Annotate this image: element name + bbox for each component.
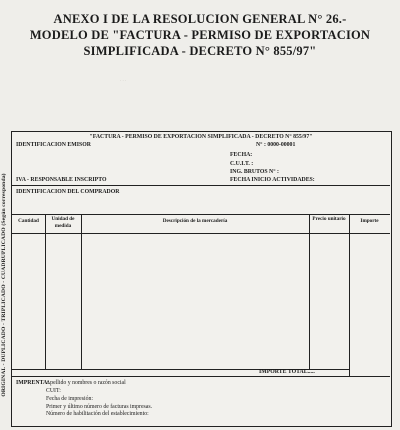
imprenta-habilitacion: Número de habilitación del establecimiento:	[46, 411, 149, 417]
divider	[12, 233, 390, 234]
col-header-precio: Precio unitario	[312, 216, 346, 222]
divider	[12, 214, 390, 215]
col-header-descripcion: Descripción de la mercadería	[162, 218, 228, 224]
invoice-number: N° : 0000-00001	[256, 142, 296, 148]
invoice-form	[11, 131, 392, 427]
ing-brutos-label: ING. BRUTOS N° :	[230, 169, 279, 175]
column-rule	[45, 214, 46, 369]
page-title-line-2: MODELO DE "FACTURA - PERMISO DE EXPORTACION	[29, 28, 371, 42]
imprenta-fecha: Fecha de impresión:	[46, 396, 94, 402]
imprenta-name: Apellido y nombres o razón social	[46, 380, 126, 386]
column-rule	[309, 214, 310, 369]
imprenta-numeros: Primer y último número de facturas impresas.	[46, 404, 153, 410]
page-title-line-3: SIMPLIFICADA - DECRETO N° 855/97"	[83, 44, 317, 58]
cuit-label: C.U.I.T. :	[230, 161, 254, 167]
fecha-label: FECHA:	[230, 152, 253, 158]
col-header-cantidad: Cantidad	[18, 218, 39, 224]
bleed-through: . . .	[120, 78, 127, 83]
col-header-unidad: Unidad de medida	[51, 216, 75, 229]
divider	[12, 185, 390, 186]
page-title-line-1: ANEXO I DE LA RESOLUCION GENERAL N° 26.-	[53, 12, 347, 26]
imprenta-label: IMPRENTA:	[16, 380, 50, 386]
divider	[12, 376, 390, 377]
emisor-label: IDENTIFICACION EMISOR	[16, 142, 91, 148]
copy-designation-strip	[0, 140, 9, 430]
form-title: "FACTURA - PERMISO DE EXPORTACION SIMPLIFICADA - DECRETO N° 855/97"	[89, 134, 313, 140]
imprenta-cuit: CUIT:	[46, 388, 61, 394]
copy-designation-label: ORIGINAL - DUPLICADO - TRIPLICADO - CUADRUPLICADO (Según corresponda)	[1, 173, 7, 397]
iva-label: IVA - RESPONSABLE INSCRIPTO	[16, 177, 107, 183]
column-rule	[349, 214, 350, 376]
col-header-importe: Importe	[360, 218, 379, 224]
fecha-inicio-label: FECHA INICIO ACTIVIDADES:	[230, 177, 315, 183]
comprador-label: IDENTIFICACION DEL COMPRADOR	[16, 189, 120, 195]
column-rule	[81, 214, 82, 369]
importe-total-label: IMPORTE TOTAL.....	[259, 369, 315, 375]
